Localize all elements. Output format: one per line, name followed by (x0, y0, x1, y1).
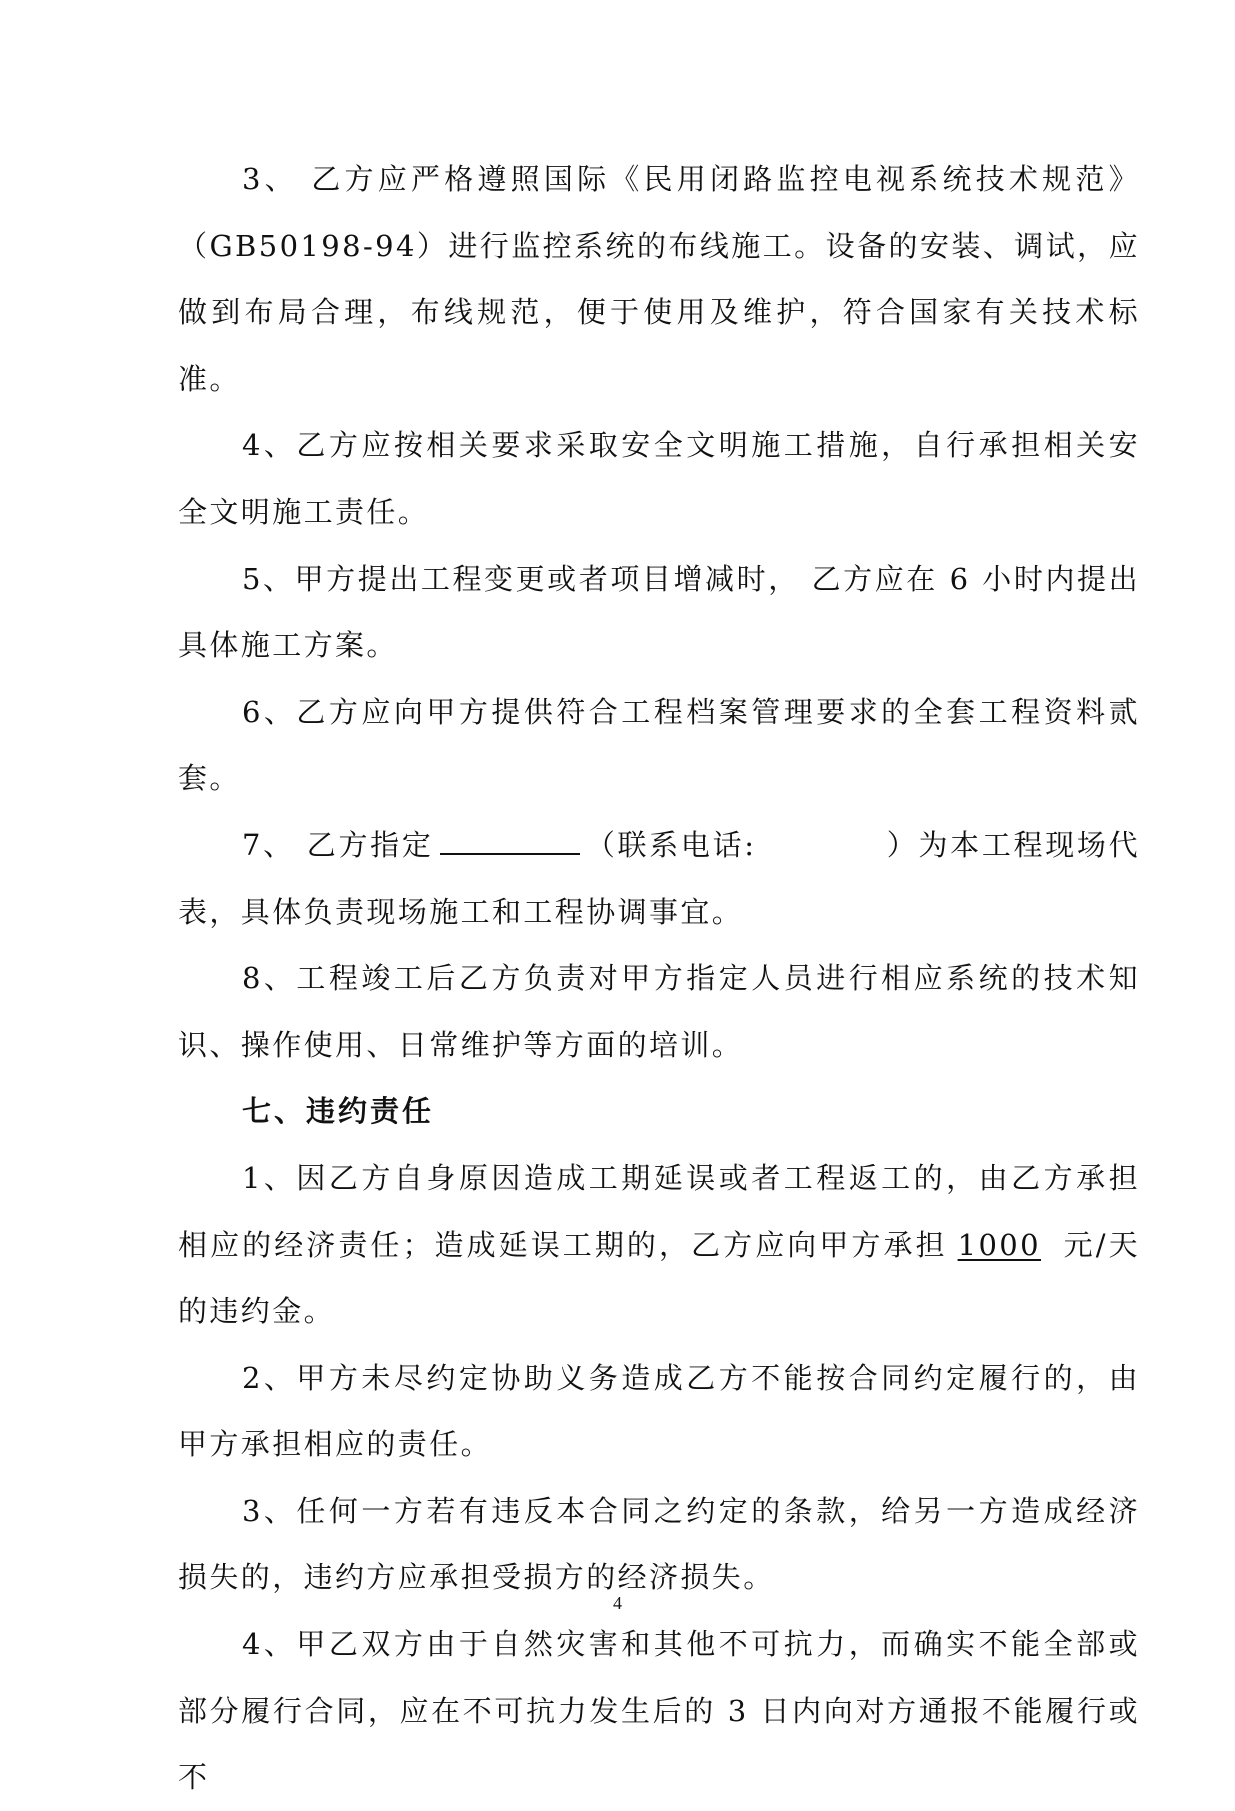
clause-6-8: 8、工程竣工后乙方负责对甲方指定人员进行相应系统的技术知识、操作使用、日常维护等方面的培训。 (178, 961, 1140, 1062)
clause-6-5: 5、甲方提出工程变更或者项目增减时， 乙方应在 6 小时内提出具体施工方案。 (178, 561, 1140, 663)
penalty-amount: 1000 (957, 1227, 1042, 1262)
clause-6-4: 4、乙方应按相关要求采取安全文明施工措施，自行承担相关安全文明施工责任。 (178, 428, 1140, 529)
clause-6-7 (178, 812, 1140, 945)
breach-clause-1-prefix: 1、因乙方自身原因造成工期延误或者工程返工的，由乙方承担相应的经济责任；造成延误工期的，乙方应向甲方承担 (178, 1160, 1140, 1262)
contract-body (178, 146, 1140, 1811)
clause-6-7-prefix: 7、 乙方指定 (242, 827, 434, 862)
breach-clause-1 (178, 1145, 1140, 1345)
breach-clause-4: 4、甲乙双方由于自然灾害和其他不可抗力，而确实不能全部或部分履行合同，应在不可抗力发生后的 3 日内向对方通报不能履行或不 (178, 1627, 1140, 1795)
section-heading-breach-liability: 七、违约责任 (242, 1094, 435, 1129)
breach-clause-3: 3、任何一方若有违反本合同之约定的条款，给另一方造成经济损失的，违约方应承担受损方的经济损失。 (178, 1493, 1140, 1595)
representative-name-blank (440, 826, 580, 855)
page-number: 4 (613, 1593, 622, 1613)
clause-6-3: 3、 乙方应严格遵照国际《民用闭路监控电视系统技术规范》（GB50198-94）进行监控系统的布线施工。设备的安装、调试，应做到布局合理，布线规范，便于使用及维护，符合国家有关技术标准。 (178, 162, 1140, 396)
clause-6-6: 6、乙方应向甲方提供符合工程档案管理要求的全套工程资料贰套。 (178, 694, 1140, 796)
breach-clause-1-suffix: 元/天的违约金。 (178, 1227, 1140, 1329)
breach-clause-2: 2、甲方未尽约定协助义务造成乙方不能按合同约定履行的，由甲方承担相应的责任。 (178, 1360, 1140, 1462)
phone-label: （联系电话: (585, 827, 757, 862)
clause-6-7-suffix: ）为本工程现场代表，具体负责现场施工和工程协调事宜。 (178, 827, 1141, 929)
